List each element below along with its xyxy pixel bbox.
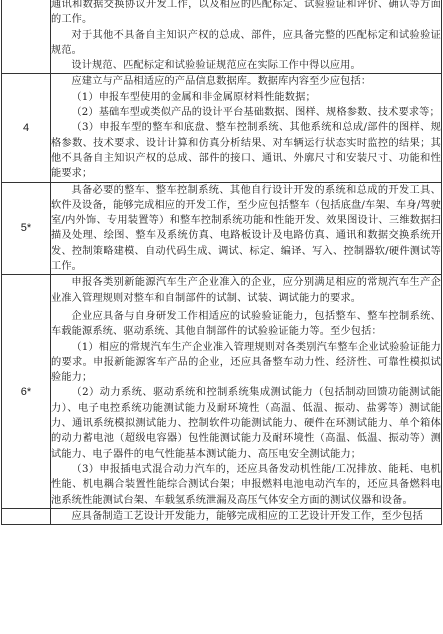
requirements-table xyxy=(1,0,442,525)
table-row xyxy=(2,508,442,524)
requirement-paragraph: 申报各类别新能源汽车生产企业准入的企业，应分别满足相应的常规汽车生产企业准入管理规则对整车和自制部件的试制、试装、调试能力的要求。 xyxy=(51,277,441,304)
requirement-paragraph: 应建立与产品相适应的产品信息数据库。数据库内容至少应包括： xyxy=(71,76,372,88)
requirement-paragraph: （1）申报车型使用的金属和非金属原材料性能数据； xyxy=(71,91,316,103)
requirement-paragraph: （2）基础车型或类似产品的设计平台基础数据、图样、规格参数、技术要求等； xyxy=(71,107,440,119)
requirement-paragraph: （3）申报插电式混合动力汽车的，还应具备发动机性能/工况排放、能耗、电机性能、机电耦合装置性能综合测试台架；申报燃料电池电动汽车的，还应具备燃料电池系统性能测试台架、车载氢系统泄漏及高压气体安全方面的测试仪器和设备。 xyxy=(51,463,441,506)
table-row xyxy=(2,74,442,182)
requirement-content xyxy=(51,275,442,508)
requirements-table-body xyxy=(2,0,442,525)
item-number: 4 xyxy=(2,74,51,182)
requirement-paragraph: （1）相应的常规汽车生产企业准入管理规则对各类别汽车整车企业试验验证能力的要求。申报新能源客车产品的企业，还应具备整车动力性、经济性、可靠性模拟试验能力； xyxy=(51,341,441,384)
requirement-paragraph: 通讯和数据交换协议开发工作，以及相应的匹配标定、试验验证和评价、确认等方面的工作。 xyxy=(51,0,441,26)
requirement-content xyxy=(51,74,442,182)
table-row xyxy=(2,275,442,508)
requirement-paragraph: 具备必要的整车、整车控制系统、其他自行设计开发的系统和总成的开发工具、软件及设备，能够完成相应的开发工作，至少应包括整车（包括底盘/车架、车身/驾驶室/内外饰、专用装置等）和整车控制系统功能和性能开发、效果图设计、三维数据扫描及处理、绘图、整车及系统仿真、电路板设计及电路仿真、通讯和数据交换系统开发、控制策略建模、自动代码生成、调试、标定、编译、写入、控制器软/硬件测试等工作。 xyxy=(51,184,441,273)
requirement-content xyxy=(51,182,442,275)
item-number: 5* xyxy=(2,182,51,275)
requirement-paragraph: （3）申报车型的整车和底盘、整车控制系统、其他系统和总成/部件的图样、规格参数、技术要求、设计计算和仿真分析结果、对车辆运行状态实时监控的结果；其他不具备自主知识产权的总成、部件的接口、通讯、外廓尺寸和安装尺寸、功能和性能要求； xyxy=(51,122,441,180)
requirement-paragraph: （2）动力系统、驱动系统和控制系统集成测试能力（包括制动回馈功能测试能力）、电子电控系统功能测试能力及耐环境性（高温、低温、振动、盐雾等）测试能力、通讯系统模拟测试能力、控制软件功能测试能力、硬件在环测试能力、单个箱体的动力蓄电池（超级电容器）包性能测试能力及耐环境性（高温、低温、振动等）测试能力、电子器件的电气性能基本测试能力、高压电安全测试能力； xyxy=(51,387,441,460)
requirement-paragraph: 对于其他不具备自主知识产权的总成、部件，应具备完整的匹配标定和试验验证规范。 xyxy=(51,29,441,56)
requirement-content xyxy=(51,508,442,524)
requirement-content xyxy=(51,0,442,74)
requirement-paragraph: 应具备制造工艺设计开发能力，能够完成相应的工艺设计开发工作，至少包括 xyxy=(71,510,423,522)
table-row xyxy=(2,182,442,275)
requirement-paragraph: 企业应具备与自身研发工作相适应的试验验证能力，包括整车、整车控制系统、车载能源系统、驱动系统、其他自制部件的试验验证能力等。至少包括： xyxy=(51,310,441,338)
table-row xyxy=(2,0,442,74)
item-number: 6* xyxy=(2,275,51,508)
item-number xyxy=(2,0,51,74)
item-number xyxy=(2,508,51,524)
requirement-paragraph: 设计规范、匹配标定和试验验证规范应在实际工作中得以应用。 xyxy=(71,60,361,72)
